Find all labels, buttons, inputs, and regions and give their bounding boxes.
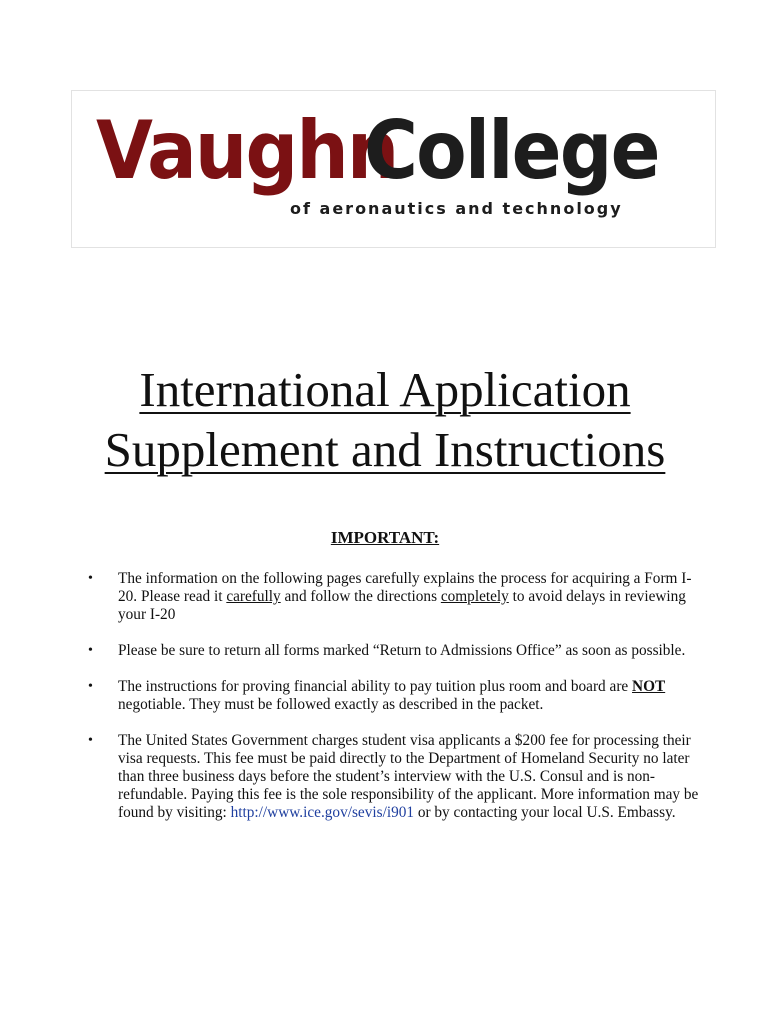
bullet-4-text-2: or by contacting your local U.S. Embassy. [414, 804, 676, 821]
emphasis-completely: completely [440, 588, 509, 605]
sevis-fee-link[interactable]: http://www.ice.gov/sevis/i901 [230, 804, 415, 821]
bullet-3-text: The instructions for proving financial ability to pay tuition plus room and board are [118, 678, 633, 695]
title-line-2: Supplement and Instructions [104, 422, 666, 477]
emphasis-not: NOT [632, 678, 666, 695]
emphasis-carefully: carefully [226, 588, 281, 605]
instruction-list [88, 570, 708, 840]
bullet-1-text-3: to avoid delays in reviewing your I-20 [118, 588, 686, 623]
bullet-4-text: The United States Government charges student visa applicants a $200 fee for processing their visa requests. This fee must be paid directly to the Department of Homeland Security no later than three business days before the student’s interview with the U.S. Consul and is non-refundable. Paying this fee is the sole responsibility of the applicant. More information may be found by visiting: [118, 732, 699, 821]
logo-tagline: of aeronautics and technology [290, 199, 623, 218]
logo-word-college: College [364, 104, 659, 197]
logo-word-vaughn: Vaughn [96, 104, 398, 197]
list-item [88, 678, 708, 714]
important-heading: IMPORTANT: [330, 528, 440, 547]
list-item [88, 570, 708, 624]
college-logo [71, 90, 716, 248]
list-item [88, 642, 708, 660]
list-item [88, 732, 708, 822]
bullet-icon: • [88, 679, 93, 694]
bullet-icon: • [88, 643, 93, 658]
bullet-1-text: The information on the following pages carefully explains the process for acquiring a Form I-20. Please read it [118, 570, 692, 605]
bullet-2-text: Please be sure to return all forms marked “Return to Admissions Office” as soon as possible. [118, 642, 686, 659]
bullet-icon: • [88, 733, 93, 748]
bullet-1-text-2: and follow the directions [280, 588, 441, 605]
document-title [0, 360, 770, 480]
bullet-3-text-2: negotiable. They must be followed exactly as described in the packet. [118, 696, 544, 713]
title-line-1: International Application [139, 362, 631, 417]
bullet-icon: • [88, 571, 93, 586]
